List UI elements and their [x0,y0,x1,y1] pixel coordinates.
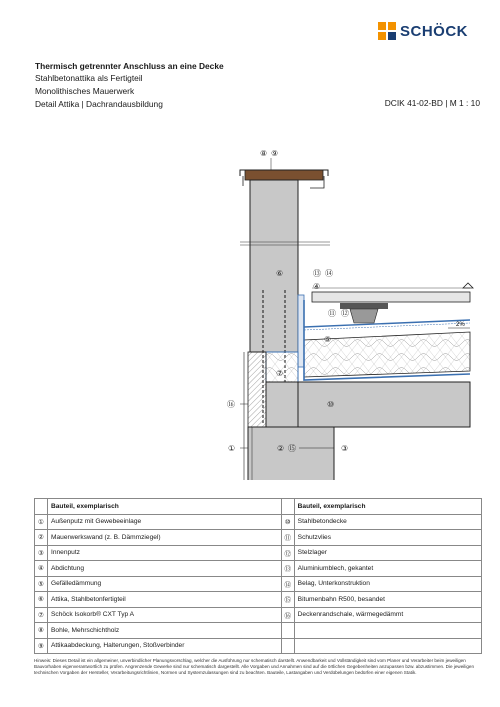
schoeck-logo [378,20,478,42]
legend-number: ⑬ [281,561,294,577]
slope-label: 2% [456,322,465,328]
legend-number: ④ [35,561,48,577]
callout-8: ⑧ [260,149,268,158]
legend-text: Abdichtung [48,561,282,577]
legend-number: ③ [35,545,48,561]
legend-text: Bitumenbahn R500, besandet [294,592,481,608]
legend-number: ② [35,530,48,546]
callout-3: ③ [341,444,349,453]
legend-number: ⑧ [35,623,48,639]
callout-1: ① [228,444,236,453]
legend-row [35,576,482,592]
legend-row [35,561,482,577]
legend-header-right: Bauteil, exemplarisch [294,499,481,515]
legend-number: ⑮ [281,592,294,608]
legend-number: ⑪ [281,530,294,546]
legend-text: Attikaabdeckung, Halterungen, Stoßverbinder [48,638,282,654]
callout-4: ④ [313,282,321,291]
legend-number: ⑯ [281,607,294,623]
callout-14: ⑭ [325,269,333,278]
legend-row [35,530,482,546]
legend-number: ⑫ [281,545,294,561]
legend-text [294,623,481,639]
callout-10: ⑩ [327,400,335,409]
legend-number: ⑭ [281,576,294,592]
subtitle-line-2: Monolithisches Mauerwerk [35,86,135,96]
legend-number: ⑨ [35,638,48,654]
subtitle-line-3: Detail Attika | Dachrandausbildung [35,99,163,109]
legend-text: Gefälledämmung [48,576,282,592]
callout-6: ⑥ [276,269,284,278]
legend-row [35,514,482,530]
legend-table [34,498,482,654]
legend-number [281,623,294,639]
concrete-slab [298,382,470,427]
callout-2: ② [277,444,285,453]
legend-number [281,638,294,654]
legend-text [294,638,481,654]
legend-text: Aluminiumblech, gekantet [294,561,481,577]
legend-text: Schöck Isokorb® CXT Typ A [48,607,282,623]
callout-12: ⑫ [341,309,349,318]
callout-9: ⑨ [271,149,279,158]
legend-text: Stahlbetondecke [294,514,481,530]
callout-11: ⑪ [328,309,336,318]
callout-13: ⑬ [313,269,321,278]
legend-header-row [35,499,482,515]
legend-text: Schutzvlies [294,530,481,546]
decking [312,292,470,302]
legend-number: ⑤ [35,576,48,592]
brand-name: SCHÖCK [400,22,469,40]
legend-number: ⑩ [281,514,294,530]
masonry-wall [248,427,334,480]
disclaimer-note: Hinweis: Dieses Detail ist ein allgemeiner, unverbindlicher Planungsvorschlag, welcher die Ausführung nur schematisch darstellt. Anwendbarkeit und Vollständigkeit sind vom Planer und Verarbeiter beim jeweiligen Bauvorhaben eigenverantwortlich zu prüfen. Angrenzende Gewerke sind nur schematisch dargestellt. Alle Vorgaben und Annahmen sind auf die örtlichen Gegebenheiten anzupassen bzw. abzustimmen. Die jeweiligen technischen Vorgaben der Hersteller, Verarbeitungsrichtlinien, Normen und Systemzulassungen sind zu beachten. Bauteile, Lastangaben und Verdübelungen bedürfen einer eigenen Statik. [34,658,474,676]
legend-text: Mauerwerkswand (z. B. Dämmziegel) [48,530,282,546]
legend-row [35,638,482,654]
legend-header-left: Bauteil, exemplarisch [48,499,282,515]
page-title: Thermisch getrennter Anschluss an eine Decke [35,61,224,71]
callout-15: ⑮ [288,444,296,453]
legend-text: Außenputz mit Gewebeeinlage [48,514,282,530]
callout-5: ⑤ [324,335,332,344]
legend-row [35,623,482,639]
legend-text: Bohle, Mehrschichtholz [48,623,282,639]
legend-text: Deckenrandschale, wärmegedämmt [294,607,481,623]
callout-16: ⑯ [227,400,235,409]
legend-row [35,545,482,561]
legend-number: ① [35,514,48,530]
legend-text: Innenputz [48,545,282,561]
legend-text: Stelzlager [294,545,481,561]
legend-text: Belag, Unterkonstruktion [294,576,481,592]
callout-7: ⑦ [276,369,284,378]
legend-number: ⑦ [35,607,48,623]
legend-row [35,607,482,623]
subtitle-line-1: Stahlbetonattika als Fertigteil [35,73,143,83]
legend-text: Attika, Stahlbetonfertigteil [48,592,282,608]
attika-precast [250,180,298,352]
legend-row [35,592,482,608]
detail-drawing [0,140,500,480]
legend-number: ⑥ [35,592,48,608]
detail-code-scale: DCIK 41-02-BD | M 1 : 10 [384,98,480,108]
schoeck-logo-mark-icon [378,22,396,40]
wall-edge-insulation [248,352,266,427]
